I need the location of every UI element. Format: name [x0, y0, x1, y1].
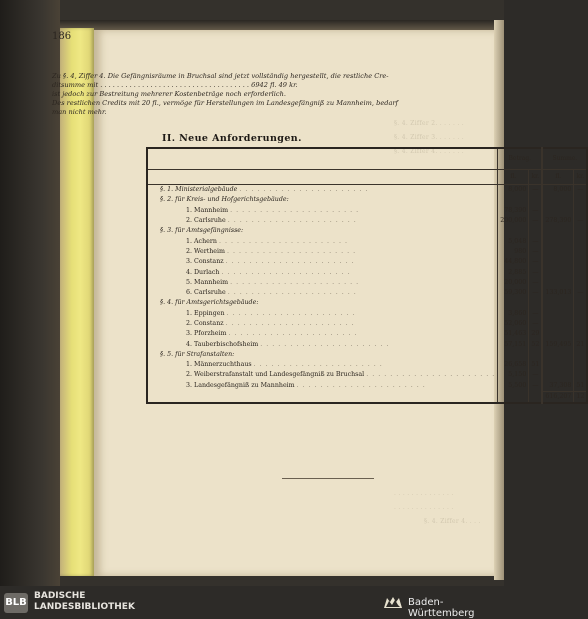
section-row [147, 195, 587, 205]
section-row [147, 226, 587, 236]
betrag-fl: 59,300 [498, 288, 529, 298]
summe-fl-unit: fl. [542, 170, 574, 185]
betrag-fl: 5,500 [498, 381, 529, 392]
row-label [147, 339, 498, 349]
item-row [147, 247, 587, 257]
betrag-kr-unit: kr. [529, 170, 543, 185]
betrag-kr: — [529, 257, 543, 267]
row-label [147, 226, 498, 236]
requirements-table [146, 147, 588, 404]
leader-dots: . . . . . . . . . . . . . . . . . . . . . . [227, 217, 357, 225]
row-label-text: 2. Carlsruhe [186, 217, 226, 225]
row-label [147, 267, 498, 277]
row-label [147, 216, 498, 226]
row-label [147, 288, 498, 298]
section-row [147, 185, 587, 196]
item-row [147, 236, 587, 246]
row-label-text: 5. Mannheim [186, 278, 229, 286]
bleed-through-text: §. 4. Ziffer 4. . . . [424, 518, 481, 525]
betrag-kr: — [529, 319, 543, 329]
section-row [147, 350, 587, 360]
summe-kr [574, 226, 588, 236]
row-label-text: 3. Pforzheim [186, 330, 227, 338]
leader-dots: . . . . . . . . . . . . . . . . . . . . . . [221, 268, 351, 276]
betrag-fl: 3,860 [498, 309, 529, 319]
betrag-kr: — [529, 247, 543, 257]
betrag-kr: 52 [529, 339, 543, 349]
betrag-kr: 51 [529, 360, 543, 370]
summe-header: Summe. [542, 148, 587, 170]
section-row [147, 298, 587, 308]
summe-kr [574, 350, 588, 360]
summe-fl [542, 195, 574, 205]
row-label [147, 247, 498, 257]
betrag-kr [529, 350, 543, 360]
summe-fl [542, 309, 574, 319]
item-row [147, 339, 587, 349]
betrag-fl-unit: fl. [498, 170, 529, 185]
leader-dots: . . . . . . . . . . . . . . . . . . . . . . [228, 330, 358, 338]
row-label-text: 1. Eppingen [186, 309, 225, 317]
units-blank [147, 170, 498, 185]
row-label-text: 4. Tauberbischofsheim [186, 340, 259, 348]
leader-dots: . . . . . . . . . . . . . . . . . . . . . . [296, 382, 426, 390]
item-row [147, 370, 587, 380]
summe-fl: 616,207 [542, 391, 574, 403]
row-label-text: §. 3. für Amtsgefängnisse: [160, 227, 244, 235]
summe-kr [574, 247, 588, 257]
summe-kr [574, 370, 588, 380]
summe-kr-unit: kr. [574, 170, 588, 185]
row-label-text: 3. Constanz [186, 258, 224, 266]
bleed-through-text: §. 4. Ziffer 2. . . . . . . [394, 120, 465, 127]
paragraph-line: ist jedoch zur Bestreitung mehrerer Kostenbeträge noch erforderlich. [52, 90, 286, 98]
row-label-text: §. 1. Ministerialgebäude [160, 186, 238, 194]
summe-fl [542, 350, 574, 360]
bw-label: Baden-Württemberg [408, 597, 475, 619]
leader-dots: . . . . . . . . . . . . . . . . . . . . . . [230, 278, 360, 286]
summe-kr [574, 278, 588, 288]
betrag-fl: 5,048 [498, 236, 529, 246]
row-label-text: 6. Carlsruhe [186, 289, 226, 297]
blb-logo: BLB [4, 593, 28, 613]
summe-kr: — [574, 288, 588, 298]
row-label [147, 329, 498, 339]
betrag-header: Betrag. [498, 148, 543, 170]
item-row [147, 381, 587, 392]
summe-kr [574, 319, 588, 329]
betrag-kr [529, 298, 543, 308]
betrag-fl: 78,390 [498, 206, 529, 216]
summe-kr [574, 195, 588, 205]
leader-dots: . . . . . . . . . . . . . . . . . . . . . . [366, 371, 496, 379]
row-label [147, 195, 498, 205]
betrag-kr: — [529, 206, 543, 216]
row-label [147, 278, 498, 288]
header-blank [147, 148, 498, 170]
betrag-fl [498, 298, 529, 308]
book-left-shadow [0, 0, 60, 586]
leader-dots: . . . . . . . . . . . . . . . . . . . . . . [226, 309, 356, 317]
row-label-text: §. 2. für Kreis- und Hofgerichtsgebäude: [160, 196, 289, 204]
betrag-fl: 57,151 [498, 339, 529, 349]
row-label-text: §. 4. für Amtsgerichtsgebäude: [160, 299, 259, 307]
summe-fl [542, 226, 574, 236]
row-label [147, 185, 498, 196]
betrag-kr: — [529, 267, 543, 277]
summe-fl [542, 319, 574, 329]
item-row [147, 216, 587, 226]
row-label [147, 257, 498, 267]
summe-fl [542, 257, 574, 267]
row-label-text: 2. Weiberstrafanstalt und Landesgefängniß zu Bruchsal [186, 371, 365, 379]
row-label [147, 319, 498, 329]
betrag-fl: 20,000 [498, 278, 529, 288]
betrag-fl: 26,658 [498, 360, 529, 370]
summe-kr: 12 [574, 391, 588, 403]
table-header-row [147, 148, 587, 170]
summe-fl [542, 360, 574, 370]
leader-dots: . . . . . . . . . . . . . . . . . . . . . . [260, 340, 390, 348]
item-row [147, 329, 587, 339]
summe-kr: — [574, 216, 588, 226]
betrag-fl: 5,150 [498, 370, 529, 380]
betrag-kr: — [529, 370, 543, 380]
summe-kr: 21 [574, 339, 588, 349]
leader-dots: . . . . . . . . . . . . . . . . . . . . . . [253, 361, 383, 369]
betrag-kr [529, 195, 543, 205]
betrag-fl: 200,000 [498, 216, 529, 226]
summe-kr [574, 267, 588, 277]
row-label-text: 3. Landesgefängniß zu Mannheim [186, 382, 295, 390]
betrag-kr: — [529, 216, 543, 226]
leader-dots: . . . . . . . . . . . . . . . . . . . . . . [218, 237, 349, 245]
row-label [147, 381, 498, 392]
summe-fl [542, 278, 574, 288]
row-label [147, 236, 498, 246]
bleed-through-text: . . . . . . . . . . . . . . [394, 504, 454, 511]
row-label [147, 309, 498, 319]
blb-name-line: LANDESBIBLIOTHEK [34, 602, 135, 612]
summe-kr [574, 309, 588, 319]
summe-fl: 8,000 [542, 185, 574, 196]
summe-fl: 37,308 [542, 381, 574, 392]
row-label [147, 350, 498, 360]
paragraph-line: Zu §. 4, Ziffer 4. Die Gefängnisräume in Bruchsal sind jetzt vollständig hergestellt, die restliche Cre- [52, 72, 389, 80]
betrag-fl [498, 391, 529, 403]
betrag-kr: — [529, 288, 543, 298]
item-row [147, 267, 587, 277]
betrag-fl: 51,463 [498, 329, 529, 339]
item-row [147, 319, 587, 329]
summe-kr [574, 257, 588, 267]
item-row [147, 288, 587, 298]
betrag-fl: 980 [498, 247, 529, 257]
summe-kr [574, 298, 588, 308]
paragraph-line: man nicht mehr. [52, 108, 107, 116]
betrag-fl: 52,060 [498, 319, 529, 329]
separator-rule [282, 478, 374, 479]
row-label [147, 370, 498, 380]
summe-kr: 51 [574, 381, 588, 392]
row-label-text: 1. Männerzuchthaus [186, 361, 252, 369]
summe-kr: — [574, 185, 588, 196]
item-row [147, 257, 587, 267]
bleed-through-text: . . . . . . . . . . . . . . [394, 490, 454, 497]
summe-fl [542, 206, 574, 216]
betrag-kr: — [529, 236, 543, 246]
paragraph-line: ditsumme mit . . . . . . . . . . . . . . . . . . . . . . . . . . . . . . . . . . . . 6942 fl. 49 kr. [52, 81, 298, 89]
row-label-text: 1. Mannheim [186, 206, 229, 214]
summe-fl: 278,390 [542, 216, 574, 226]
summe-fl [542, 298, 574, 308]
summe-fl [542, 329, 574, 339]
betrag-fl: 8,000 [498, 185, 529, 196]
betrag-fl: 2,885 [498, 267, 529, 277]
leader-dots: . . . . . . . . . . . . . . . . . . . . . . [227, 247, 357, 255]
betrag-kr: — [529, 309, 543, 319]
item-row [147, 278, 587, 288]
summe-fl [542, 267, 574, 277]
summe-fl [542, 236, 574, 246]
bleed-through-text: §. 4. Ziffer 3. . . . . . . [394, 134, 465, 141]
summe-kr [574, 236, 588, 246]
leader-dots: . . . . . . . . . . . . . . . . . . . . . . [225, 258, 355, 266]
summe-kr [574, 206, 588, 216]
betrag-kr [529, 226, 543, 236]
total-row [147, 391, 587, 403]
item-row [147, 309, 587, 319]
baden-wuerttemberg-lions-icon [382, 594, 404, 612]
summe-kr [574, 329, 588, 339]
page-number: 186 [52, 31, 72, 42]
row-label [147, 206, 498, 216]
row-label-text: 2. Constanz [186, 320, 224, 327]
betrag-kr: 29 [529, 329, 543, 339]
paragraph-line: Des restlichen Credits mit 20 fl., vermöge für Herstellungen im Landesgefängniß zu Mannheim, bedarf [52, 99, 398, 107]
betrag-kr: — [529, 381, 543, 392]
summe-fl: 133,013 [542, 288, 574, 298]
leader-dots: . . . . . . . . . . . . . . . . . . . . . . [239, 186, 369, 194]
betrag-fl [498, 195, 529, 205]
blb-name [34, 591, 135, 613]
row-label-text: 1. Achern [186, 237, 217, 245]
row-label [147, 298, 498, 308]
summe-kr [574, 360, 588, 370]
row-label-text: 2. Wertheim [186, 247, 226, 255]
summe-fl [542, 370, 574, 380]
row-label-text: 4. Durlach [186, 268, 220, 276]
betrag-fl [498, 350, 529, 360]
blb-name-line: BADISCHE [34, 591, 86, 601]
summe-fl [542, 247, 574, 257]
leader-dots: . . . . . . . . . . . . . . . . . . . . . . [227, 289, 357, 297]
row-label-text: §. 5. für Strafanstalten: [160, 350, 235, 358]
betrag-kr: — [529, 278, 543, 288]
bleed-through-text: §. 4. Ziffer 4. . . . . . . [394, 148, 465, 155]
betrag-kr [529, 391, 543, 403]
item-row [147, 206, 587, 216]
section-heading: II. Neue Anforderungen. [162, 133, 302, 144]
table-units-row [147, 170, 587, 185]
betrag-kr: — [529, 185, 543, 196]
row-label [147, 391, 498, 403]
leader-dots: . . . . . . . . . . . . . . . . . . . . . . [225, 320, 355, 327]
leader-dots: . . . . . . . . . . . . . . . . . . . . . . [230, 206, 360, 214]
betrag-fl: 44,800 [498, 257, 529, 267]
item-row [147, 360, 587, 370]
row-label [147, 360, 498, 370]
betrag-fl [498, 226, 529, 236]
summe-fl: 159,495 [542, 339, 574, 349]
